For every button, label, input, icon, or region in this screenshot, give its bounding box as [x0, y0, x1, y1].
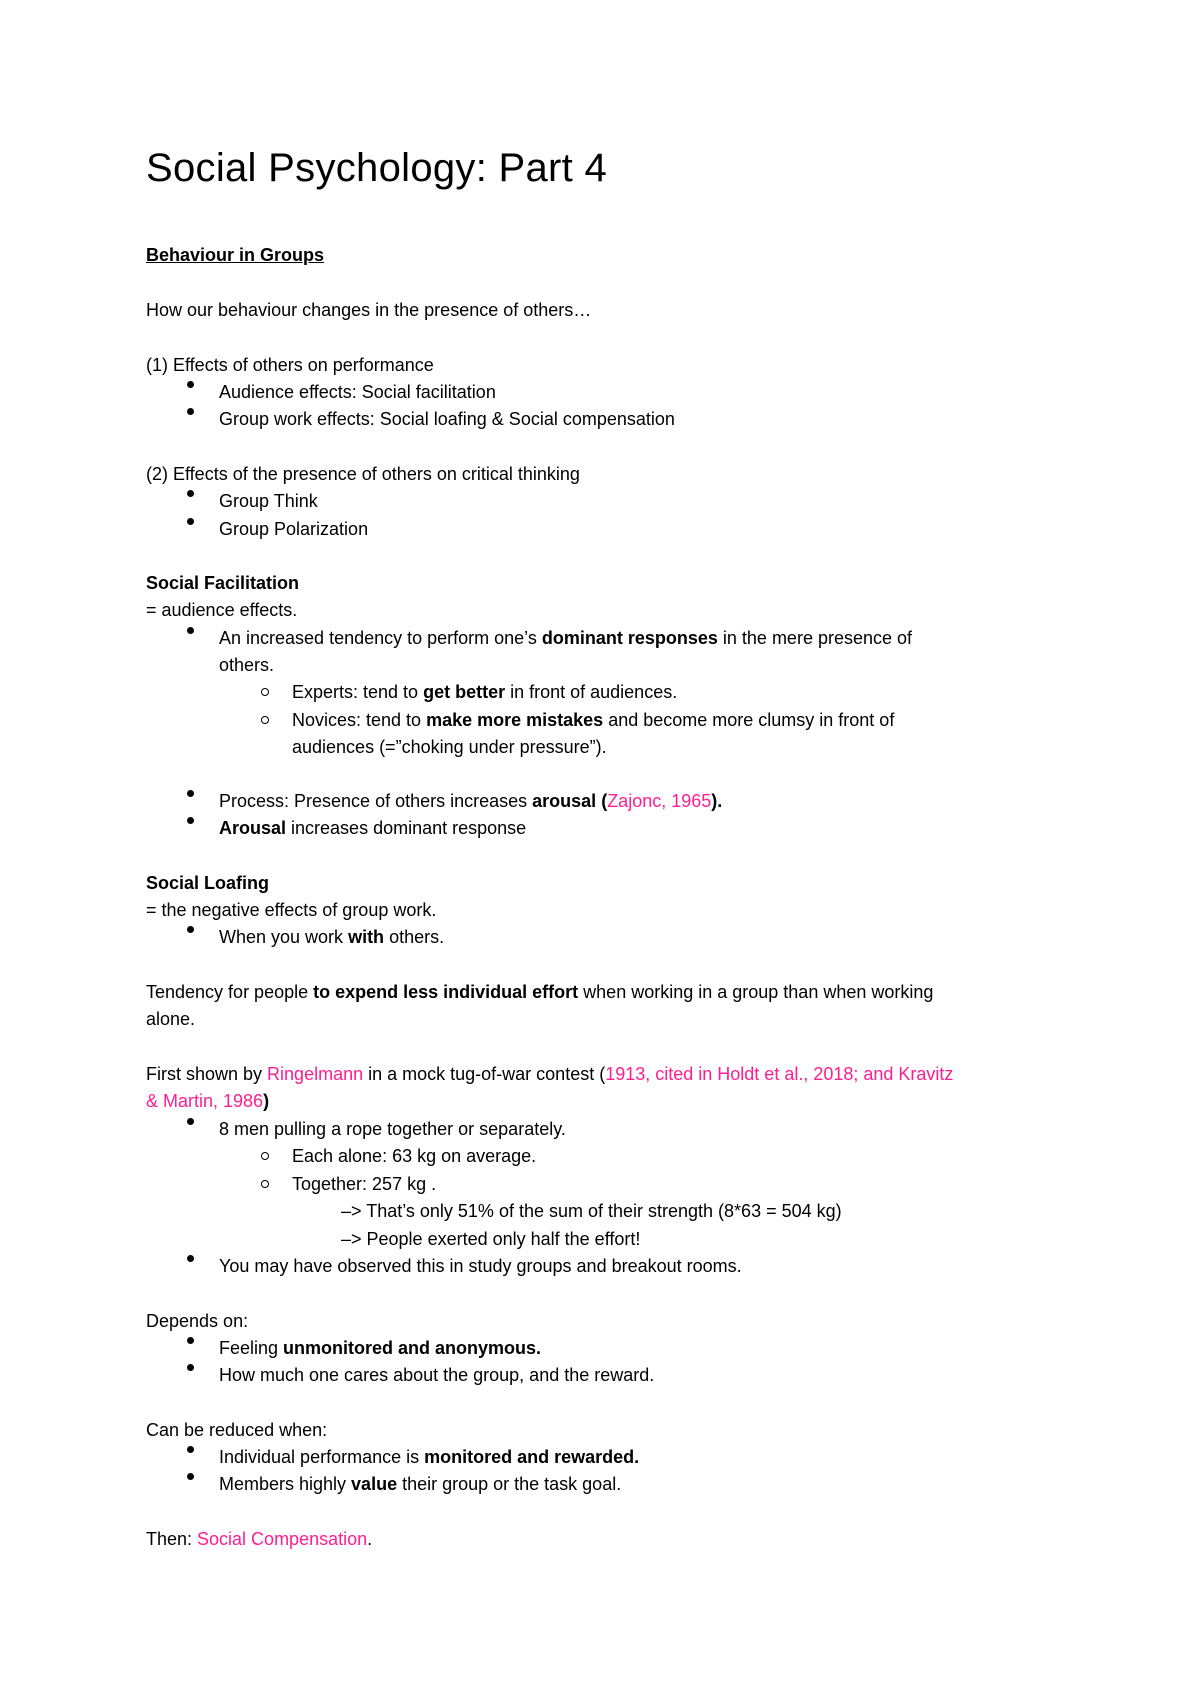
- citation-text: & Martin, 1986: [146, 1091, 264, 1111]
- sub-list-item: Novices: tend to make more mistakes and become more clumsy in front of: [292, 710, 895, 730]
- bullet-icon: [187, 817, 194, 824]
- list-item: Group work effects: Social loafing & Social compensation: [219, 409, 675, 429]
- paragraph-text-continuation: alone.: [146, 1009, 196, 1029]
- sub-list-item: Together: 257 kg .: [292, 1174, 437, 1194]
- bullet-icon: [187, 518, 194, 525]
- bullet-icon: [187, 1446, 194, 1453]
- section-heading-social-loafing: Social Loafing: [146, 873, 270, 893]
- reduced-when-label: Can be reduced when:: [146, 1420, 328, 1440]
- depends-on-label: Depends on:: [146, 1311, 249, 1331]
- list-item: An increased tendency to perform one’s dominant responses in the mere presence of: [219, 628, 913, 648]
- bullet-icon: [187, 1337, 194, 1344]
- sub-bullet-icon: [261, 716, 269, 724]
- list-item: You may have observed this in study groups and breakout rooms.: [219, 1256, 742, 1276]
- list-item-continuation: others.: [219, 655, 275, 675]
- arrow-note: –> That’s only 51% of the sum of their strength (8*63 = 504 kg): [341, 1201, 842, 1221]
- citation-text: 1913, cited in Holdt et al., 2018; and Kravitz: [605, 1064, 954, 1084]
- paragraph-text: Tendency for people to expend less individual effort when working in a group than when working: [146, 982, 934, 1002]
- sub-list-item: Experts: tend to get better in front of audiences.: [292, 682, 678, 702]
- bullet-icon: [187, 627, 194, 634]
- sub-bullet-icon: [261, 688, 269, 696]
- citation-text: Zajonc, 1965: [607, 791, 712, 811]
- sub-list-item: Each alone: 63 kg on average.: [292, 1146, 537, 1166]
- item-2-label: (2) Effects of the presence of others on critical thinking: [146, 464, 580, 484]
- bullet-icon: [187, 408, 194, 415]
- page-title: Social Psychology: Part 4: [146, 146, 608, 190]
- bullet-icon: [187, 1255, 194, 1262]
- bullet-icon: [187, 490, 194, 497]
- paragraph-text: First shown by Ringelmann in a mock tug-of-war contest (1913, cited in Holdt et al., 2018; and Kravitz: [146, 1064, 954, 1084]
- list-item: Group Polarization: [219, 519, 369, 539]
- section-heading-behaviour-in-groups: Behaviour in Groups: [146, 245, 325, 265]
- bullet-icon: [187, 790, 194, 797]
- list-item: Feeling unmonitored and anonymous.: [219, 1338, 542, 1358]
- citation-text: Social Compensation: [197, 1529, 368, 1549]
- definition-text: = the negative effects of group work.: [146, 900, 437, 920]
- bullet-icon: [187, 926, 194, 933]
- item-1-label: (1) Effects of others on performance: [146, 355, 434, 375]
- section-heading-social-facilitation: Social Facilitation: [146, 573, 300, 593]
- bullet-icon: [187, 1364, 194, 1371]
- intro-text: How our behaviour changes in the presence of others…: [146, 300, 592, 320]
- definition-text: = audience effects.: [146, 600, 298, 620]
- list-item: Group Think: [219, 491, 318, 511]
- list-item: 8 men pulling a rope together or separately.: [219, 1119, 566, 1139]
- bullet-icon: [187, 1473, 194, 1480]
- paragraph-text-continuation: & Martin, 1986): [146, 1091, 270, 1111]
- list-item: Arousal increases dominant response: [219, 818, 527, 838]
- bullet-icon: [187, 1118, 194, 1125]
- arrow-note: –> People exerted only half the effort!: [341, 1229, 641, 1249]
- list-item: Individual performance is monitored and rewarded.: [219, 1447, 640, 1467]
- list-item: Members highly value their group or the task goal.: [219, 1474, 622, 1494]
- list-item: Process: Presence of others increases arousal (Zajonc, 1965).: [219, 791, 723, 811]
- sub-bullet-icon: [261, 1180, 269, 1188]
- bullet-icon: [187, 381, 194, 388]
- sub-bullet-icon: [261, 1152, 269, 1160]
- list-item: How much one cares about the group, and the reward.: [219, 1365, 655, 1385]
- citation-text: Ringelmann: [267, 1064, 364, 1084]
- list-item: Audience effects: Social facilitation: [219, 382, 496, 402]
- then-line: Then: Social Compensation.: [146, 1529, 373, 1549]
- list-item: When you work with others.: [219, 927, 445, 947]
- sub-list-item-continuation: audiences (=”choking under pressure”).: [292, 737, 607, 757]
